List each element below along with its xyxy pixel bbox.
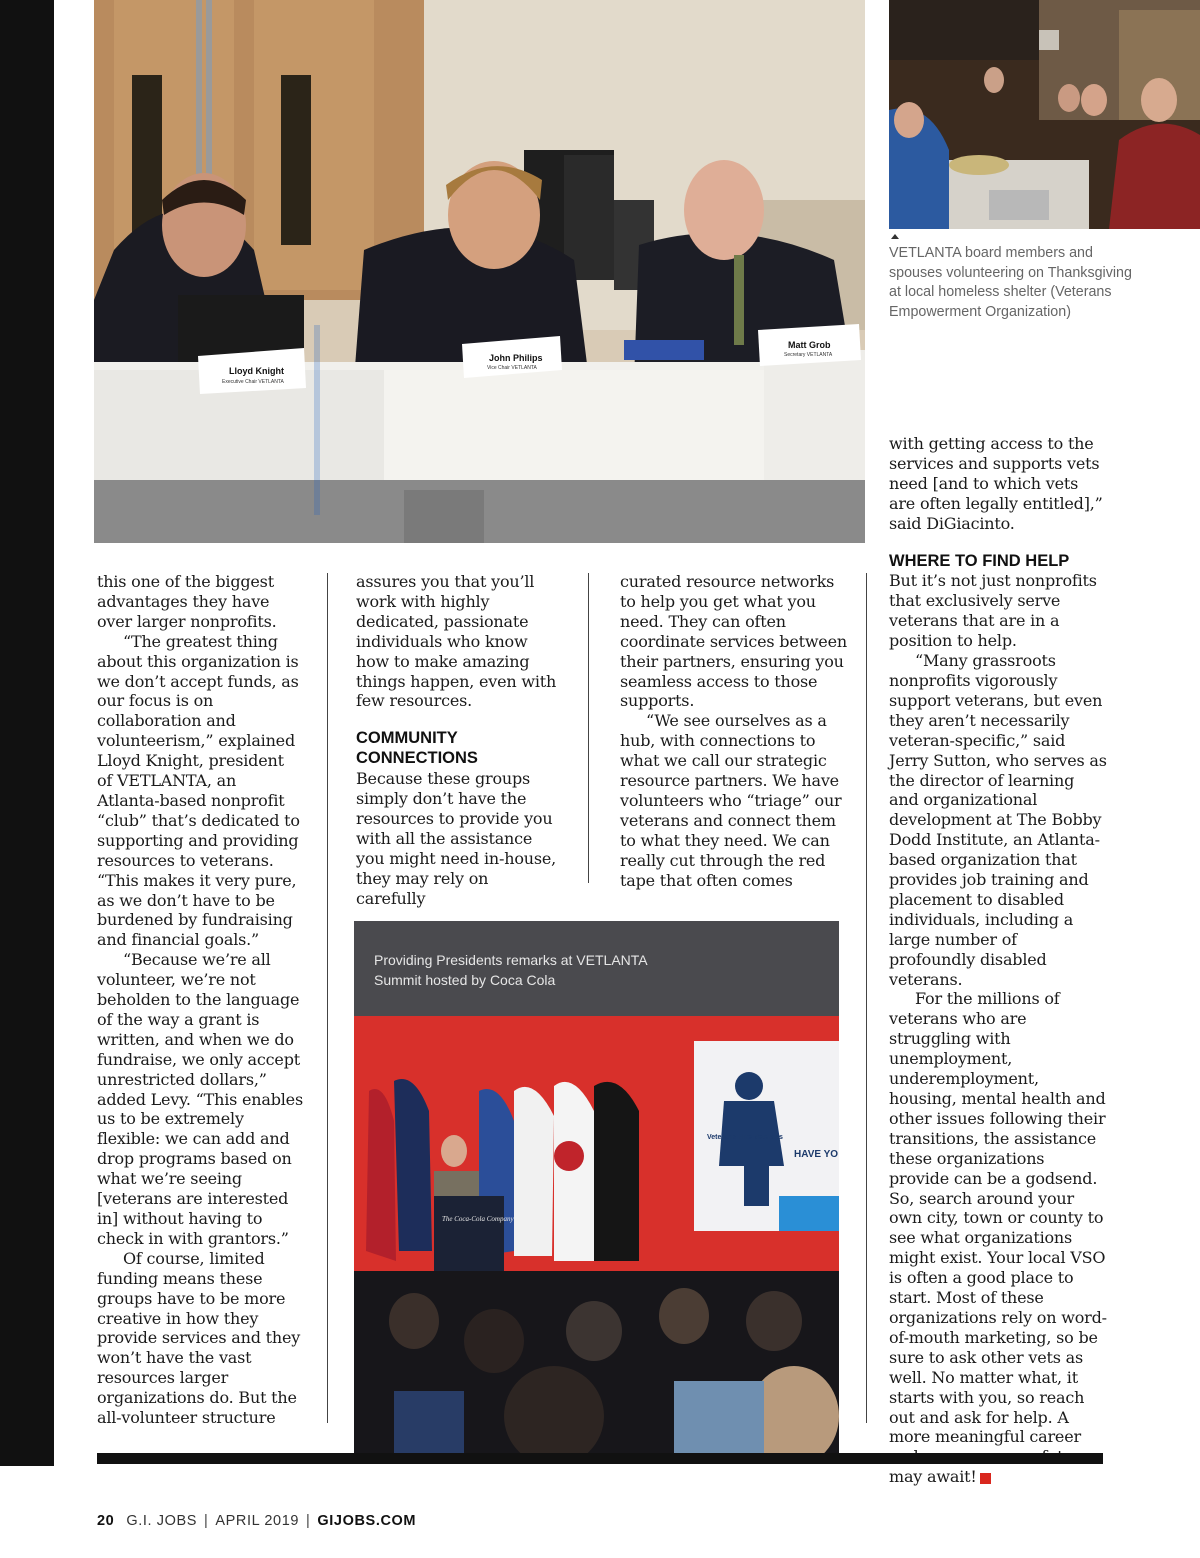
website-link[interactable]: GIJOBS.COM [317,1513,417,1529]
article-column-2 [356,572,560,909]
caption-pointer-icon [891,234,899,239]
name-card-john-philips-title: Vice Chair VETLANTA [487,365,537,371]
article-column-4 [889,434,1107,1487]
footer-rule [97,1453,1103,1464]
col4-paragraph-2: But it’s not just nonprofits that exclusively serve veterans that are in a position to help. [889,571,1097,651]
name-card-john-philips: John Philips [489,353,543,363]
col3-paragraph-1: curated resource networks to help you get what you need. They can often coordinate services between their partners, ensuring you seamless access to those supports. [620,572,847,711]
screen-veterans-hire-veterans: Veterans Hire Veterans [707,1134,783,1141]
thanksgiving-volunteers-photo [889,0,1200,229]
footer-separator: | [204,1513,209,1529]
podium-coca-cola-text: The Coca-Cola Company [442,1215,514,1223]
thanksgiving-photo-caption: VETLANTA board members and spouses volunteering on Thanksgiving at local homeless shelter (Veterans Empowerment Organization) [889,245,1132,320]
column-divider-1 [327,573,328,1423]
col4-paragraph-4-text: For the millions of veterans who are struggling with unemployment, underemployment, housing, mental health and other issues following their transitions, the assistance these organizations provide can be a godsend. So, search around your own city, town or county to see what organizations might exist. Your local VSO is often a good place to start. Most of these organizations rely on word-of-mouth marketing, so be sure to ask other vets as well. No matter what, it starts with you, so reach out and ask for help. A more meaningful career may await! [889,989,1107,1487]
col4-paragraph-1: with getting access to the services and supports vets need [and to which vets are often legally entitled],” said DiGiacinto. [889,434,1103,533]
footer-separator: | [306,1513,311,1529]
col4-paragraph-3: “Many grassroots nonprofits vigorously support veterans, but even they aren’t necessarily veteran-specific,” said Jerry Sutton, who serves as the director of learning and organizational development at The Bobby Dodd Institute, an Atlanta-based organization that provides job training and placement to disabled individuals, including a large number of profoundly disabled veterans. [889,651,1107,989]
column-divider-3 [866,573,867,1423]
board-meeting-photo [94,0,865,543]
article-column-3 [620,572,850,891]
article-column-1 [97,572,303,1428]
page-footer [97,1513,416,1529]
left-page-edge-bar [0,0,54,1466]
vetlanta-summit-photo [354,921,839,1453]
name-card-lloyd-knight: Lloyd Knight [229,366,284,376]
article-end-mark-icon: G [980,1473,991,1484]
screen-have-you-text: HAVE YO [794,1149,839,1160]
column-divider-2 [588,573,589,883]
col1-paragraph-2: “The greatest thing about this organization is we don’t accept funds, as our focus is on collaboration and volunteerism,” explained Lloyd Knight, president of VETLANTA, an Atlanta-based nonprofit “club” that’s dedicated to supporting and providing resources to veterans. “This makes it very pure, as we don’t have to be burdened by fundraising and financial goals.” [97,631,300,950]
name-card-lloyd-knight-title: Executive Chair VETLANTA [222,379,284,385]
name-card-matt-grob-title: Secretary VETLANTA [784,352,833,358]
page-number: 20 [97,1513,115,1529]
col1-paragraph-3: “Because we’re all volunteer, we’re not beholden to the language of the way a grant is written, and when we do fundraise, we only accept unrestricted dollars,” added Levy. “This enables us to be extremely flexible: we can add and drop programs based on what we’re seeing [veterans are interested in] without having to check in with grantors.” [97,950,303,1248]
issue-date: APRIL 2019 [215,1513,300,1529]
magazine-name: G.I. JOBS [126,1513,198,1529]
col2-paragraph-1: assures you that you’ll work with highly dedicated, passionate individuals who know how to make amazing things happen, even with few resources. [356,572,557,711]
community-connections-heading: COMMUNITY CONNECTIONS [356,729,478,768]
name-card-matt-grob: Matt Grob [788,340,831,350]
col3-paragraph-2: “We see ourselves as a hub, with connections to what we call our strategic resource partners. We have volunteers who “triage” our veterans and connect them to what they need. We can really cut through the red tape that often comes [620,711,842,890]
col1-paragraph-1: this one of the biggest advantages they have over larger nonprofits. [97,572,277,631]
summit-photo-caption: Providing Presidents remarks at VETLANTA Summit hosted by Coca Cola [374,952,647,988]
col4-paragraph-4 [889,989,1107,1487]
where-to-find-help-heading: WHERE TO FIND HELP [889,551,1070,570]
col1-paragraph-4: Of course, limited funding means these groups have to be more creative in how they provide services and they won’t have the vast resources larger organizations do. But the all-volunteer structure [97,1248,301,1428]
col2-paragraph-2: Because these groups simply don’t have the resources to provide you with all the assistance you might need in-house, they may rely on carefully [356,769,557,908]
